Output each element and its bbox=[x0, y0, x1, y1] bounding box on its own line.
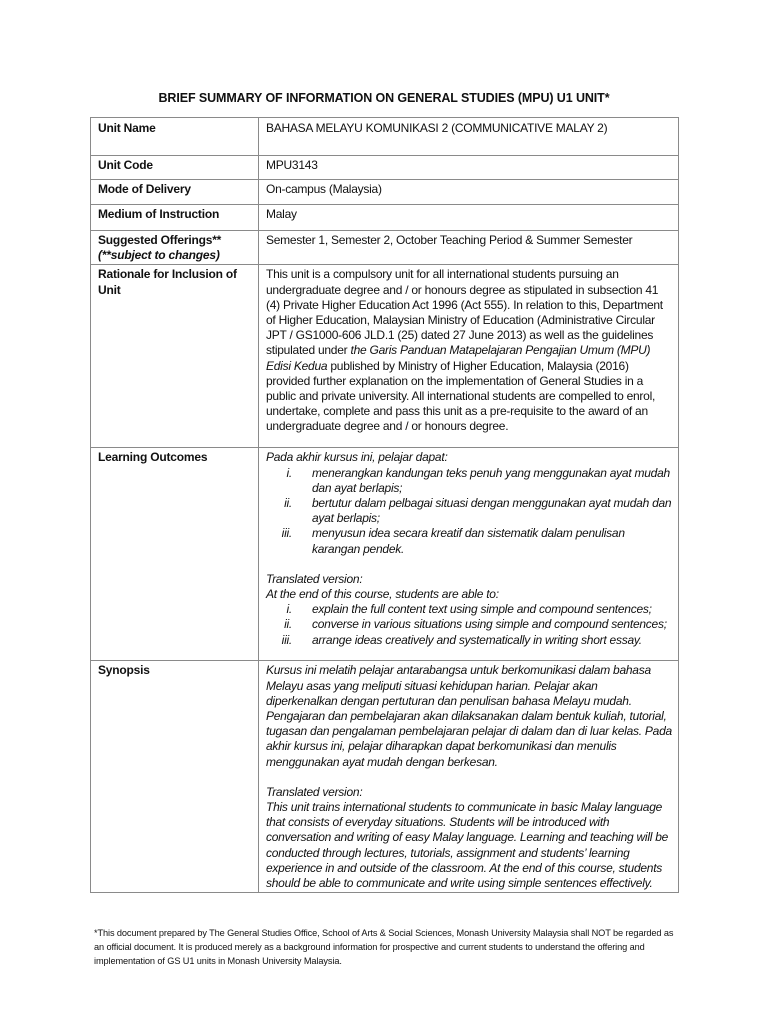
list-item bbox=[266, 617, 672, 632]
unit-name-value: BAHASA MELAYU KOMUNIKASI 2 (COMMUNICATIVE MALAY 2) bbox=[259, 118, 679, 156]
spacer bbox=[266, 770, 672, 785]
row-synopsis bbox=[91, 661, 679, 893]
list-text: menyusun idea secara kreatif dan sistematik dalam penulisan karangan pendek. bbox=[312, 526, 625, 556]
list-item bbox=[266, 496, 672, 526]
row-learning-outcomes bbox=[91, 448, 679, 661]
list-text: arrange ideas creatively and systematically in writing short essay. bbox=[312, 632, 642, 647]
row-unit-name bbox=[91, 118, 679, 156]
synopsis-value bbox=[259, 661, 679, 893]
offerings-label: Suggested Offerings** bbox=[98, 233, 222, 247]
mode-label: Mode of Delivery bbox=[91, 180, 259, 205]
medium-label: Medium of Instruction bbox=[91, 205, 259, 231]
footnote: *This document prepared by The General Studies Office, School of Arts & Social Sciences, Monash University Malaysia shall NOT be regarded as an official document. It is produced merely as a background information for prospective and current students to understand the offering and implementation of GS U1 units in Monash University Malaysia. bbox=[94, 928, 674, 966]
list-text: menerangkan kandungan teks penuh yang menggunakan ayat mudah dan ayat berlapis; bbox=[312, 465, 670, 495]
rationale-text-italic: the Garis Panduan Matapelajaran Pengajian Umum (MPU) Edisi Kedua bbox=[266, 343, 651, 373]
synopsis-translated-label: Translated version: bbox=[266, 784, 363, 799]
list-number: iii. bbox=[281, 526, 292, 541]
list-number: ii. bbox=[284, 496, 292, 511]
list-text: bertutur dalam pelbagai situasi dengan menggunakan ayat mudah dan ayat berlapis; bbox=[312, 496, 672, 526]
rationale-value bbox=[259, 265, 679, 448]
row-unit-code bbox=[91, 156, 679, 180]
row-offerings bbox=[91, 231, 679, 265]
rationale-text-b: published by Ministry of Higher Education, Malaysia (2016) provided further explanation on the implementation of General Studies in a public and private university. All international students are compelled to enrol, undertake, complete and pass this unit as a pre-requisite to the award of an undergraduate degree and / or honours degree. bbox=[266, 358, 656, 434]
offerings-label-cell bbox=[91, 231, 259, 265]
synopsis-label: Synopsis bbox=[91, 661, 259, 893]
synopsis-english: This unit trains international students to communicate in basic Malay language that consists of everyday situations. Students will be introduced with conversation and writing of easy Malay language. Learning and teaching will be conducted through lectures, tutorials, assignment and students’ learning experience in and outside of the classroom. At the end of this course, students should be able to communicate and write using simple sentences effectively. bbox=[266, 800, 669, 891]
medium-value: Malay bbox=[259, 205, 679, 231]
learning-outcomes-label: Learning Outcomes bbox=[91, 448, 259, 661]
outcomes-list-malay bbox=[266, 466, 672, 557]
list-number: iii. bbox=[281, 632, 292, 647]
offerings-value: Semester 1, Semester 2, October Teaching Period & Summer Semester bbox=[259, 231, 679, 265]
outcomes-intro-malay: Pada akhir kursus ini, pelajar dapat: bbox=[266, 450, 448, 465]
unit-name-label: Unit Name bbox=[91, 118, 259, 156]
list-item bbox=[266, 633, 672, 648]
mode-value: On-campus (Malaysia) bbox=[259, 180, 679, 205]
row-mode-of-delivery bbox=[91, 180, 679, 205]
unit-code-label: Unit Code bbox=[91, 156, 259, 180]
rationale-label: Rationale for Inclusion of Unit bbox=[91, 265, 259, 448]
list-item bbox=[266, 526, 672, 556]
row-rationale bbox=[91, 265, 679, 448]
list-text: converse in various situations using simple and compound sentences; bbox=[312, 617, 667, 632]
unit-code-value: MPU3143 bbox=[259, 156, 679, 180]
list-item bbox=[266, 602, 672, 617]
list-item bbox=[266, 466, 672, 496]
synopsis-malay: Kursus ini melatih pelajar antarabangsa untuk berkomunikasi dalam bahasa Melayu asas yang meliputi situasi kehidupan harian. Pelajar akan diperkenalkan dengan pertuturan dan penulisan bahasa Melayu mudah. Pengajaran dan pembelajaran akan dilaksanakan dalam bentuk kuliah, tutorial, tugasan dan pengalaman pembelajaran pelajar di dalam dan di luar kelas. Pada akhir kursus ini, pelajar diharapkan dapat berkomunikasi dan menulis menggunakan ayat mudah dengan berkesan. bbox=[266, 663, 672, 769]
list-number: ii. bbox=[284, 617, 292, 632]
rationale-text-a: This unit is a compulsory unit for all international students pursuing an undergraduate degree and / or honours degree as stipulated in subsection 41 (4) Private Higher Education Act 1996 (Act 555). In relation to this, Department of Higher Education, Malaysian Ministry of Education (Administrative Circular JPT / GS1000-606 JLD.1 (25) dated 27 June 2013) as well as the guidelines stipulated under bbox=[266, 267, 663, 358]
row-medium bbox=[91, 205, 679, 231]
list-number: i. bbox=[286, 602, 292, 617]
list-text: explain the full content text using simple and compound sentences; bbox=[312, 602, 652, 617]
offerings-label-note: (**subject to changes) bbox=[98, 248, 220, 263]
outcomes-list-english bbox=[266, 602, 672, 648]
outcomes-intro-english: At the end of this course, students are able to: bbox=[266, 587, 499, 602]
spacer bbox=[266, 557, 672, 572]
outcomes-translated-label: Translated version: bbox=[266, 571, 363, 586]
document-title: BRIEF SUMMARY OF INFORMATION ON GENERAL STUDIES (MPU) U1 UNIT* bbox=[158, 91, 610, 105]
unit-info-table bbox=[90, 117, 679, 893]
list-number: i. bbox=[286, 465, 292, 480]
learning-outcomes-value bbox=[259, 448, 679, 661]
